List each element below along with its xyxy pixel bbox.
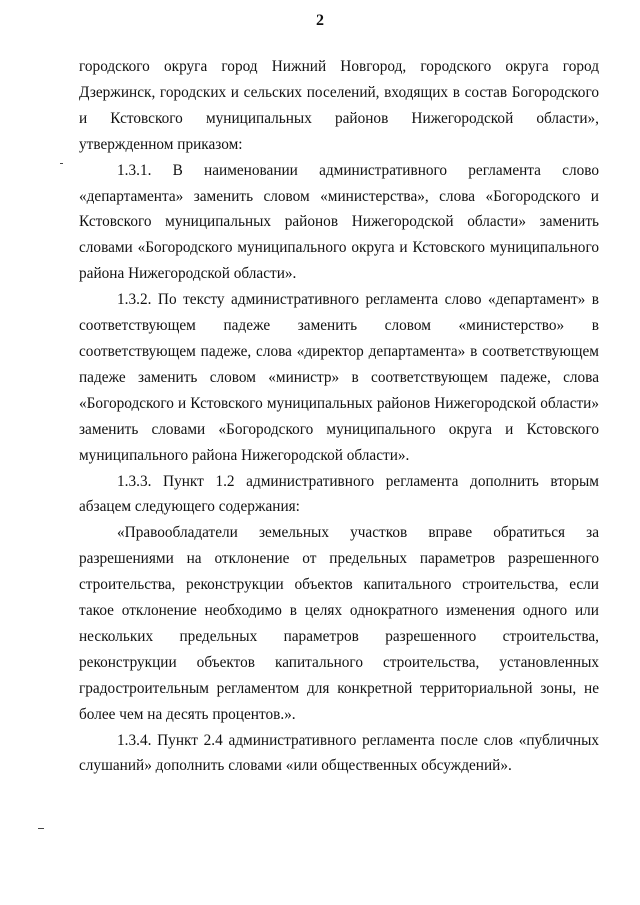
page-number: 2 — [316, 12, 324, 29]
paragraph-1-3-2: 1.3.2. По тексту административного регламента слово «департамент» в соответствующем падеже заменить словом «министерство» в соответствующем падеже, слова «директор департамента» в соответствующем падеже заменить словом «министр» в соответствующем падеже, слова «Богородского и Кстовского муниципальных районов Нижегородской области» заменить словами «Богородского муниципального округа и Кстовского муниципального района Нижегородской области». — [79, 291, 599, 464]
scan-mark — [60, 163, 63, 164]
scan-mark — [38, 828, 44, 829]
paragraph-1-3-4: 1.3.4. Пункт 2.4 административного регламента после слов «публичных слушаний» дополнить словами «или общественных обсуждений». — [79, 731, 599, 775]
paragraph-1-3-1: 1.3.1. В наименовании административного регламента слово «департамента» заменить словом «министерства», слова «Богородского и Кстовского муниципальных районов Нижегородской области» заменить словами «Богородского муниципального округа и Кстовского муниципального района Нижегородской области». — [79, 161, 599, 283]
paragraph-quoted-insert: «Правообладатели земельных участков вправе обратиться за разрешениями на отклонение от предельных параметров разрешенного строительства, реконструкции объектов капитального строительства, если такое отклонение необходимо в целях однократного изменения одного или нескольких предельных параметров разрешенного строительства, реконструкции объектов капитального строительства, установленных градостроительным регламентом для конкретной территориальной зоны, не более чем на десять процентов.». — [79, 524, 599, 723]
document-body — [79, 54, 599, 779]
paragraph-continuation: городского округа город Нижний Новгород, городского округа город Дзержинск, городских и сельских поселений, входящих в состав Богородского и Кстовского муниципальных районов Нижегородской области», утвержденном приказом: — [79, 58, 599, 153]
paragraph-1-3-3: 1.3.3. Пункт 1.2 административного регламента дополнить вторым абзацем следующего содержания: — [79, 472, 599, 516]
